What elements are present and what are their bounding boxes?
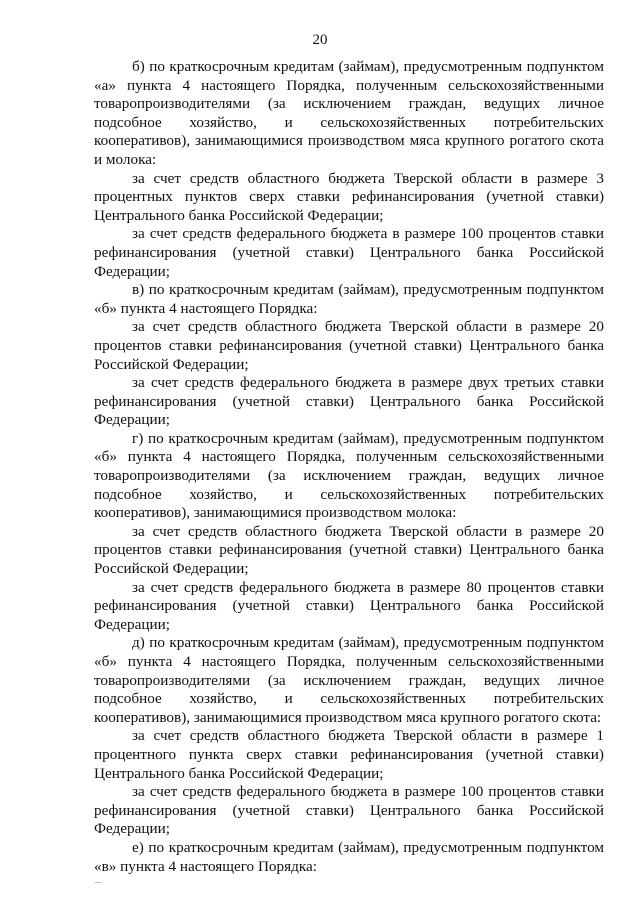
paragraph-b: б) по краткосрочным кредитам (займам), предусмотренным подпунктом «а» пункта 4 настоящего Порядка, полученным сельскохозяйственными товаропроизводителями (за исключением граждан, ведущих личное подсобное хозяйство, и сельскохозяйственных потребительских кооперативов), занимающимися производством мяса крупного рогатого скота и молока: [94, 58, 604, 168]
paragraph-e: е) по краткосрочным кредитам (займам), предусмотренным подпунктом «в» пункта 4 настоящего Порядка: [94, 838, 604, 875]
paragraph-federal-budget: за счет средств федерального бюджета в размере 100 процентов ставки рефинансирования (учетной ставки) Центрального банка Российской Федерации; [94, 783, 604, 838]
paragraph-regional-budget: за счет средств областного бюджета Тверской области в размере 20 процентов ставки рефинансирования (учетной ставки) Центрального банка Российской Федерации; [94, 522, 604, 578]
paragraph-federal-budget: за счет средств федерального бюджета в размере 100 процентов ставки рефинансирования (учетной ставки) Центрального банка Российской Федерации; [94, 225, 604, 280]
scan-artifact [95, 882, 101, 883]
paragraph-d: д) по краткосрочным кредитам (займам), предусмотренным подпунктом «б» пункта 4 настоящего Порядка, полученным сельскохозяйственными товаропроизводителями (за исключением граждан, ведущих личное подсобное хозяйство, и сельскохозяйственных потребительских кооперативов), занимающимися производством мяса крупного рогатого скота: [94, 634, 604, 726]
paragraph-regional-budget: за счет средств областного бюджета Тверской области в размере 20 процентов ставки рефинансирования (учетной ставки) Центрального банка Российской Федерации; [94, 318, 604, 373]
document-body [94, 58, 604, 876]
page-number: 20 [312, 32, 328, 48]
paragraph-federal-budget: за счет средств федерального бюджета в размере 80 процентов ставки рефинансирования (учетной ставки) Центрального банка Российской Федерации; [94, 578, 604, 633]
paragraph-v: в) по краткосрочным кредитам (займам), предусмотренным подпунктом «б» пункта 4 настоящего Порядка: [94, 281, 604, 317]
paragraph-regional-budget: за счет средств областного бюджета Тверской области в размере 3 процентных пунктов сверх ставки рефинансирования (учетной ставки) Центрального банка Российской Федерации; [94, 169, 604, 224]
paragraph-federal-budget: за счет средств федерального бюджета в размере двух третьих ставки рефинансирования (учетной ставки) Центрального банка Российской Федерации; [94, 374, 604, 429]
paragraph-g: г) по краткосрочным кредитам (займам), предусмотренным подпунктом «б» пункта 4 настоящего Порядка, полученным сельскохозяйственными товаропроизводителями (за исключением граждан, ведущих личное подсобное хозяйство, и сельскохозяйственных потребительских кооперативов), занимающимися производством молока: [94, 429, 604, 522]
paragraph-regional-budget: за счет средств областного бюджета Тверской области в размере 1 процентного пункта сверх ставки рефинансирования (учетной ставки) Центрального банка Российской Федерации; [94, 727, 604, 782]
